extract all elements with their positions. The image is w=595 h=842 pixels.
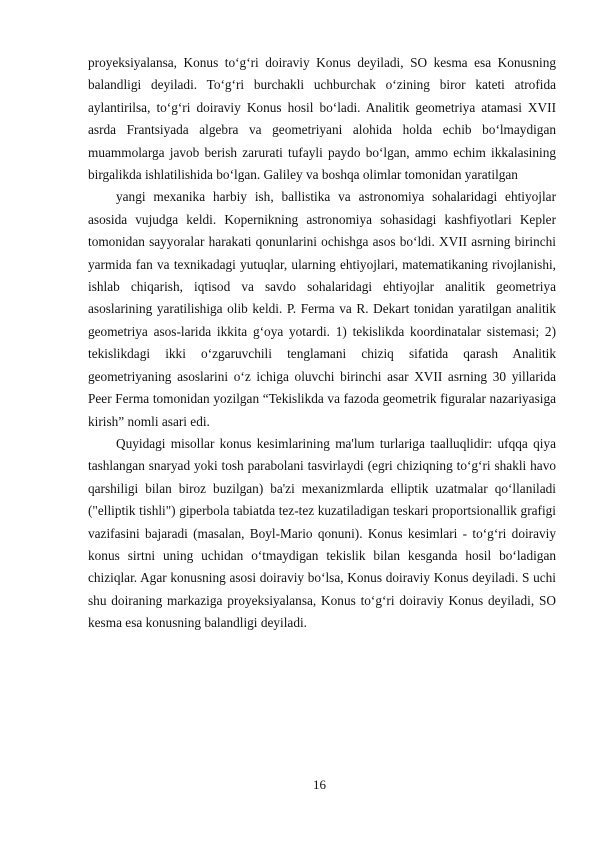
paragraph-3: Quyidagi misollar konus kesimlarining ma'lum turlariga taalluqlidir: ufqqa qiya tashlangan snaryad yoki tosh parabolani tasvirlaydi (egri chiziqning to‘g‘ri shakli havo qarshiligi bilan biroz buzilgan) ba'zi mexanizmlarda elliptik uzatmalar qo‘llaniladi ("elliptik tishli") giperbola tabiatda tez-tez kuzatiladigan teskari proportsionallik grafigi vazifasini bajaradi (masalan, Boyl-Mario qonuni). Konus kesimlari - toʻgʻri doiraviy konus sirtni uning uchidan oʻtmaydigan tekislik bilan kesganda hosil boʻladigan chiziqlar. Agar konusning asosi doiraviy boʻlsa, Konus doiraviy Konus deyiladi. S uchi shu doiraning markaziga proyeksiyalansa, Konus toʻgʻri doiraviy Konus deyiladi, SO kesma esa konusning balandligi deyiladi.: [88, 435, 556, 631]
page-number: 16: [313, 777, 326, 792]
paragraph-2: yangi mexanika harbiy ish, ballistika va astronomiya sohalaridagi ehtiyojlar asosida vujudga keldi. Kopernikning astronomiya sohasidagi kashfiyotlari Kepler tomonidan sayyoralar harakati qonunlarini ochishga asos bo‘ldi. XVII asrning birinchi yarmida fan va texnikadagi yutuqlar, ularning ehtiyojlari, matematikaning rivojlanishi, ishlab chiqarish, iqtisod va savdo sohalaridagi ehtiyojlar analitik geometriya asoslarining yaratilishiga olib keldi. P. Ferma va R. Dekart tonidan yaratilgan analitik geometriya asos-larida ikkita g‘oya yotardi. 1) tekislikda koordinatalar sistemasi; 2) tekislikdagi ikki o‘zgaruvchili tenglamani chiziq sifatida qarash Analitik geometriyaning asoslarini o‘z ichiga oluvchi birinchi asar XVII asrning 30 yillarida Peer Ferma tomonidan yozilgan “Tekislikda va fazoda geometrik figuralar nazariyasiga kirish” nomli asari edi.: [88, 189, 556, 429]
document-page: [88, 52, 556, 635]
paragraph-1: proyeksiyalansa, Konus toʻgʻri doiraviy Konus deyiladi, SO kesma esa Konusning balandligi deyiladi. Toʻgʻri burchakli uchburchak oʻzining biror kateti atrofida aylantirilsa, toʻgʻri doiraviy Konus hosil boʻladi. Analitik geometriya atamasi XVII asrda Frantsiyada algebra va geometriyani alohida holda echib bo‘lmaydigan muammolarga javob berish zarurati tufayli paydo bo‘lgan, ammo echim ikkalasining birgalikda ishlatilishida bo‘lgan. Galiley va boshqa olimlar tomonidan yaratilgan: [88, 55, 556, 183]
